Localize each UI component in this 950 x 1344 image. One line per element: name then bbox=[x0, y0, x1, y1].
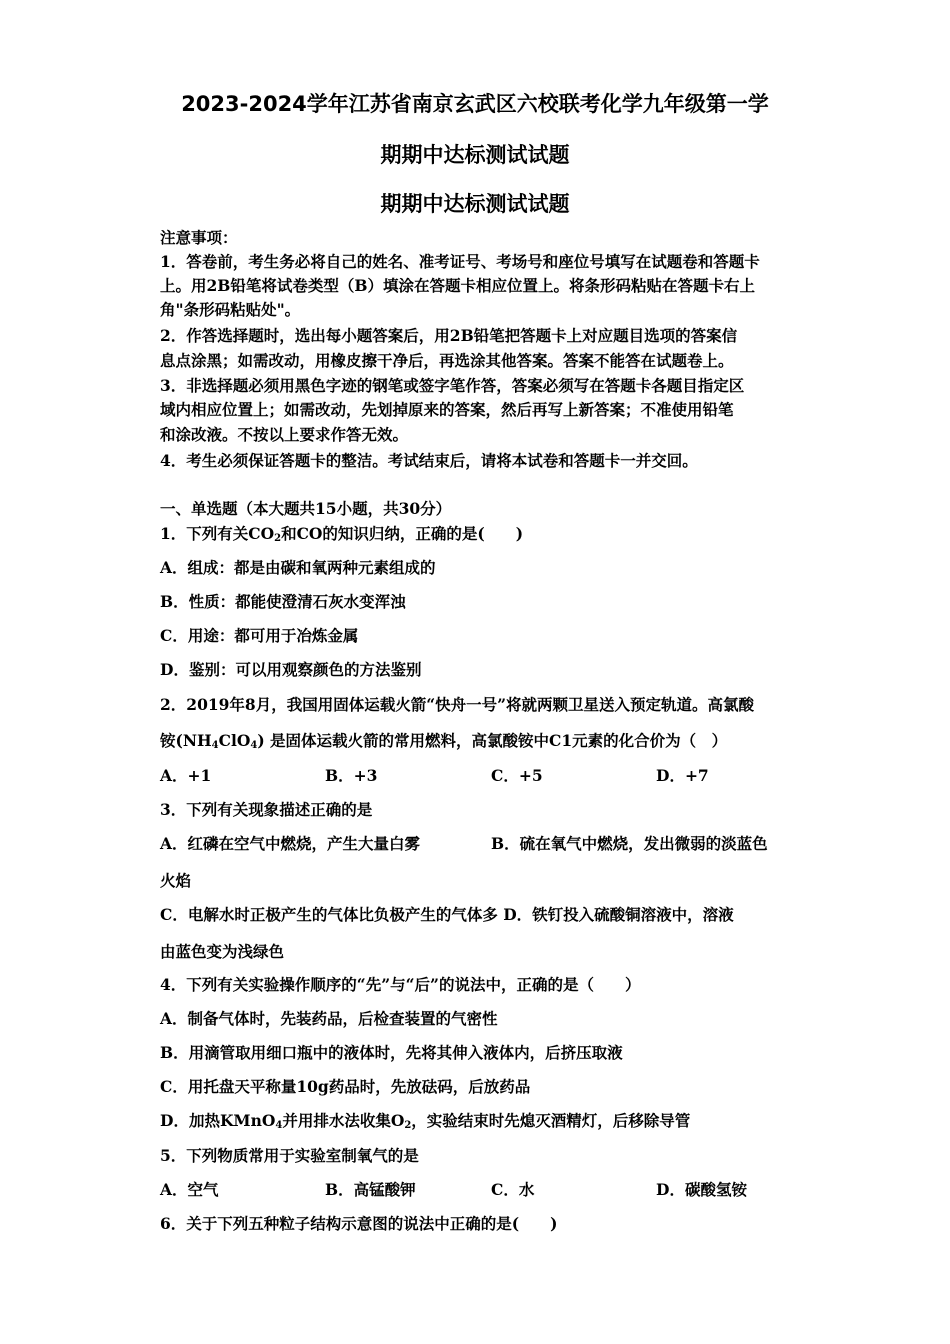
question-2-option-d: D．+7 bbox=[656, 766, 709, 785]
question-4-option-d: D．加热KMnO$_4$并用排水法收集$O_2$，实验结束时先熄灭酒精灯，后移除导管 bbox=[160, 1111, 691, 1131]
notice-line: 域内相应位置上；如需改动，先划掉原来的答案，然后再写上新答案；不准使用铅笔 bbox=[160, 400, 734, 419]
question-3-option-c-d: C．电解水时正极产生的气体比负极产生的气体多 D．铁钉投入硫酸铜溶液中，溶液 bbox=[160, 905, 734, 924]
question-5-option-d: D．碳酸氢铵 bbox=[656, 1180, 747, 1199]
notice-line: 角"条形码粘贴处"。 bbox=[160, 300, 301, 319]
notice-line: 4．考生必须保证答题卡的整洁。考试结束后，请将本试卷和答题卡一并交回。 bbox=[160, 451, 698, 470]
notice-line: 1．答卷前，考生务必将自己的姓名、准考证号、考场号和座位号填写在试题卷和答题卡 bbox=[160, 252, 760, 271]
notice-heading: 注意事项： bbox=[160, 228, 238, 247]
notice-line: 3．非选择题必须用黑色字迹的钢笔或签字笔作答，答案必须写在答题卡各题目指定区 bbox=[160, 376, 745, 395]
question-5-option-c: C．水 bbox=[491, 1180, 535, 1199]
question-5-option-b: B．高锰酸钾 bbox=[325, 1180, 416, 1199]
question-4-option-a: A．制备气体时，先装药品，后检查装置的气密性 bbox=[160, 1009, 498, 1028]
question-2-stem-line-2: 铵$(NH_4ClO_4)$ 是固体运载火箭的常用燃料，高氯酸铵中C1元素的化合价为（ ） bbox=[160, 731, 728, 751]
question-3-option-d-cont: 由蓝色变为浅绿色 bbox=[160, 942, 285, 961]
notice-line: 上。用2B铅笔将试卷类型（B）填涂在答题卡相应位置上。将条形码粘贴在答题卡右上 bbox=[160, 276, 755, 295]
question-1-option-a: A．组成：都是由碳和氧两种元素组成的 bbox=[160, 558, 436, 577]
question-1-stem: 1．下列有关$CO_2$和CO的知识归纳，正确的是( ) bbox=[160, 524, 524, 544]
section-heading: 一、单选题（本大题共15小题，共30分） bbox=[160, 499, 452, 518]
notice-line: 和涂改液。不按以上要求作答无效。 bbox=[160, 425, 409, 444]
question-3-option-b: B．硫在氧气中燃烧，发出微弱的淡蓝色 bbox=[491, 834, 768, 853]
title-line-2: 期期中达标测试试题 bbox=[380, 143, 570, 167]
question-4-stem: 4．下列有关实验操作顺序的“先”与“后”的说法中，正确的是（ ） bbox=[160, 975, 641, 994]
question-5-option-a: A．空气 bbox=[160, 1180, 219, 1199]
question-1-option-d: D．鉴别：可以用观察颜色的方法鉴别 bbox=[160, 660, 422, 679]
title-line-3: 期期中达标测试试题 bbox=[380, 192, 570, 216]
question-4-option-b: B．用滴管取用细口瓶中的液体时，先将其伸入液体内，后挤压取液 bbox=[160, 1043, 623, 1062]
notice-line: 2．作答选择题时，选出每小题答案后，用2B铅笔把答题卡上对应题目选项的答案信 bbox=[160, 326, 738, 345]
question-4-option-c: C．用托盘天平称量10g药品时，先放砝码，后放药品 bbox=[160, 1077, 531, 1096]
notice-line: 息点涂黑；如需改动，用橡皮擦干净后，再选涂其他答案。答案不能答在试题卷上。 bbox=[160, 351, 734, 370]
question-2-option-b: B．+3 bbox=[325, 766, 378, 785]
title-line-1: 2023-2024学年江苏省南京玄武区六校联考化学九年级第一学 bbox=[181, 92, 769, 116]
question-3-stem: 3．下列有关现象描述正确的是 bbox=[160, 800, 373, 819]
question-1-option-b: B．性质：都能使澄清石灰水变浑浊 bbox=[160, 592, 406, 611]
question-3-option-b-cont: 火焰 bbox=[160, 871, 192, 890]
question-2-stem-line-1: 2．2019年8月，我国用固体运载火箭“快舟一号”将就两颗卫星送入预定轨道。高氯酸 bbox=[160, 695, 755, 714]
question-5-stem: 5．下列物质常用于实验室制氧气的是 bbox=[160, 1146, 419, 1165]
question-2-option-c: C．+5 bbox=[491, 766, 543, 785]
question-3-option-a: A．红磷在空气中燃烧，产生大量白雾 bbox=[160, 834, 421, 853]
question-1-option-c: C．用途：都可用于冶炼金属 bbox=[160, 626, 359, 645]
question-6-stem: 6．关于下列五种粒子结构示意图的说法中正确的是( ) bbox=[160, 1214, 558, 1233]
question-2-option-a: A．+1 bbox=[160, 766, 212, 785]
